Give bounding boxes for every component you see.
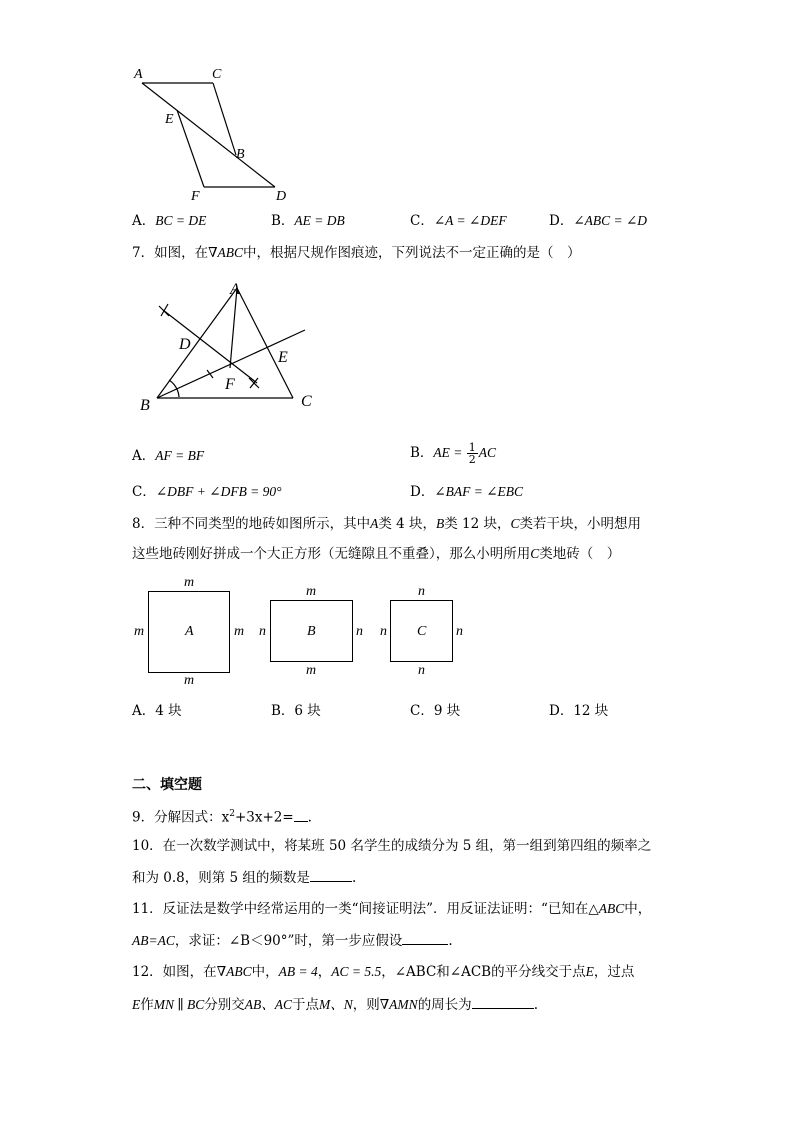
q12-line2: E作MN ∥ BC分别交AB、AC于点M、N，则∇AMN的周长为 . xyxy=(132,997,538,1013)
q12-line1: 12．如图，在∇ABC中，AB = 4，AC = 5.5，∠ABC和∠ACB的平分线交于点E，过点 xyxy=(132,964,635,980)
q9-answer-blank[interactable] xyxy=(294,808,308,822)
label-f: F xyxy=(191,189,200,204)
q7-option-d: D．∠BAF = ∠EBC xyxy=(410,484,524,500)
q9: 9．分解因式：$x^2+3x+2=$ . xyxy=(132,809,312,826)
label-e: E xyxy=(165,112,174,127)
figure-q7 xyxy=(135,278,325,418)
q8-option-b: B．6 块 xyxy=(271,703,321,719)
tile-b-bottom-label: m xyxy=(306,663,317,678)
q11-answer-blank[interactable] xyxy=(402,931,448,945)
label-d: D xyxy=(179,336,191,353)
label-c: C xyxy=(301,393,312,410)
tile-c-bottom-label: n xyxy=(418,663,425,678)
q8-option-d: D．12 块 xyxy=(549,703,609,719)
tile-c-right-label: n xyxy=(456,624,463,639)
q9-exponent: 2 xyxy=(229,809,235,819)
label-d: D xyxy=(276,189,287,204)
label-a: A xyxy=(134,67,143,82)
q10-line2: 和为 0.8，则第 5 组的频数是 . xyxy=(132,870,357,886)
q8-stem-line2: 这些地砖刚好拼成一个大正方形（无缝隙且不重叠），那么小明所用C类地砖（ ） xyxy=(132,546,621,562)
segment-ad xyxy=(142,83,275,187)
q6-option-b: B．AE = DB xyxy=(271,213,345,229)
tile-c-top-label: n xyxy=(418,584,425,599)
segment-cb xyxy=(213,83,236,155)
label-c: C xyxy=(212,67,222,82)
label-f: F xyxy=(225,376,235,393)
q6-option-a: A．BC = DE xyxy=(132,213,207,229)
segment-af xyxy=(230,288,237,368)
q7-option-c: C．∠DBF + ∠DFB = 90° xyxy=(132,484,282,500)
tile-b-right-label: n xyxy=(356,624,363,639)
tile-c-name: C xyxy=(417,624,427,639)
q7-option-a: A．AF = BF xyxy=(132,448,205,464)
label-a: A xyxy=(230,281,240,298)
frac-denominator: 2 xyxy=(468,453,476,466)
tile-a-top-label: m xyxy=(184,575,195,590)
frac-numerator: 1 xyxy=(468,441,476,454)
q10-answer-blank[interactable] xyxy=(310,868,352,882)
arc-mark-top xyxy=(159,304,169,316)
label-b: B xyxy=(140,397,150,414)
tile-a-name: A xyxy=(185,624,194,639)
label-e: E xyxy=(278,349,288,366)
label-b: B xyxy=(236,147,245,162)
q10-line1: 10．在一次数学测试中，将某班 50 名学生的成绩分为 5 组，第一组到第四组的频率之 xyxy=(132,838,652,854)
tile-b-left-label: n xyxy=(259,624,266,639)
arc-mark-bottom xyxy=(249,378,259,388)
perpendicular-bisector xyxy=(163,310,257,383)
tile-a-bottom-label: m xyxy=(184,673,195,688)
section-heading-fill-in: 二、填空题 xyxy=(132,777,202,793)
q8-stem-line1: 8．三种不同类型的地砖如图所示，其中A类 4 块，B类 12 块，C类若干块，小明想用 xyxy=(132,516,642,532)
q12-answer-blank[interactable] xyxy=(472,995,534,1009)
tile-a-left-label: m xyxy=(134,624,145,639)
tile-a-right-label: m xyxy=(234,624,245,639)
figure-q6 xyxy=(128,60,298,205)
q11-line1: 11．反证法是数学中经常运用的一类“间接证明法”．用反证法证明：“已知在△ABC中， xyxy=(132,901,652,917)
tile-b-name: B xyxy=(307,624,316,639)
tile-c-left-label: n xyxy=(380,624,387,639)
segment-ac xyxy=(237,288,293,398)
q7-option-b: B．AE = $\frac{1}{2}$ AC xyxy=(410,441,497,466)
q8-option-a: A．4 块 xyxy=(132,703,182,719)
q6-option-d: D．∠ABC = ∠D xyxy=(549,213,648,229)
q6-option-c: C．∠A = ∠DEF xyxy=(410,213,507,229)
q7-stem: 7．如图，在∇ABC中，根据尺规作图痕迹，下列说法不一定正确的是（ ） xyxy=(132,245,581,261)
q8-option-c: C．9 块 xyxy=(410,703,461,719)
q11-line2: AB=AC，求证：∠B＜90°”时，第一步应假设 . xyxy=(132,933,453,949)
tile-b-top-label: m xyxy=(306,584,317,599)
